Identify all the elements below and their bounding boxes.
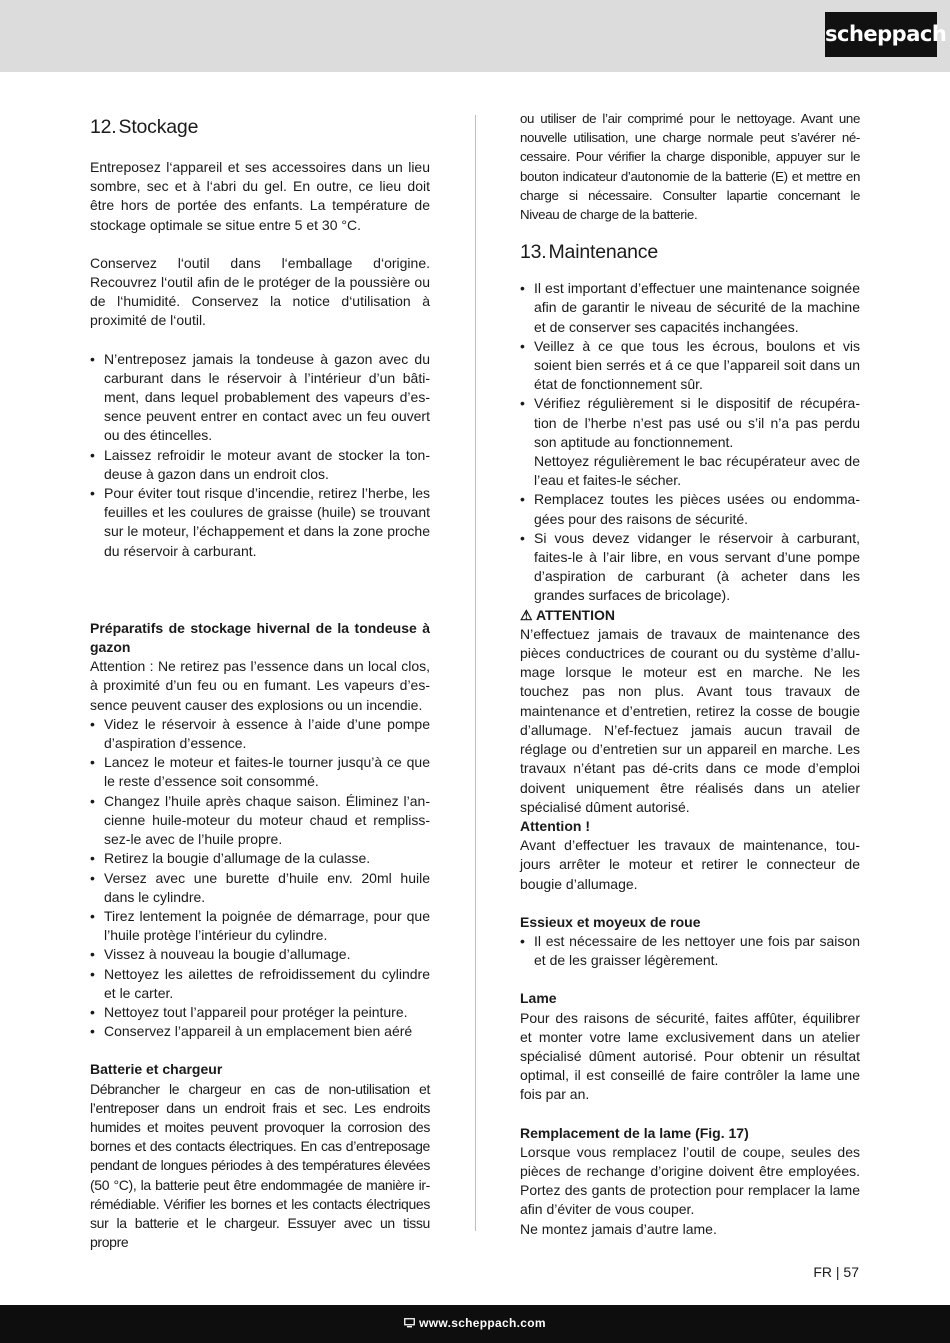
list-item: • Il est nécessaire de les nettoyer une fois par saison et de les graisser légèrement. (520, 932, 860, 970)
storage-paragraph-1: Entreposez l‘appareil et ses accessoires dans un lieu sombre, sec et à l‘abri du gel. En outre, ce lieu doit être hors de portée des enfants. La température de stockage optimale se situe entre 5 et 30 °C. (90, 159, 430, 233)
list-item: • N’entreposez jamais la tondeuse à gazon avec du carburant dans le réservoir à l’intérieur d’un bâti-ment, dans lequel probablement des vapeurs d’es-sence peuvent entrer en contact avec un feu ouvert ou des étincelles. (90, 350, 430, 446)
axles-heading: Essieux et moyeux de roue (520, 913, 701, 930)
list-item: • Nettoyez les ailettes de refroidissement du cylindre et le carter. (90, 965, 430, 1003)
warning-icon: ⚠ (520, 606, 533, 623)
warning-label: ATTENTION (535, 606, 616, 623)
warning-paragraph: N’effectuez jamais de travaux de maintenance des pièces conductrices de courant ou du système d’allu-mage lorsque le moteur est en marche. Ne les touchez pas non plus. Avant tous travaux de maintenance et d’entretien, retirez la cosse de bougie d’allumage. N’ef-fectuez jamais aucun travail de réglage ou d’entretien sur un appareil en marche. Les travaux n’étant pas dé-crits dans ce mode d’emploi doivent uniquement être réalisés dans un atelier spécialisé dûment autorisé. (520, 625, 860, 815)
monitor-icon (404, 1305, 415, 1342)
list-item: • Lancez le moteur et faites-le tourner jusqu’à ce que le reste d’essence soit consommé. (90, 753, 430, 791)
blade-replacement-paragraph: Lorsque vous remplacez l’outil de coupe, seules des pièces de rechange d’origine doivent être employées. Portez des gants de protection pour remplacer la lame afin d’éviter de vous couper. (520, 1143, 860, 1218)
list-item: • Versez avec une burette d’huile env. 20ml huile dans le cylindre. (90, 869, 430, 907)
axles-bullet-list (520, 932, 860, 970)
maintenance-bullet-list (520, 279, 860, 605)
list-item: • Vissez à nouveau la bougie d’allumage. (90, 945, 430, 964)
list-item: • Retirez la bougie d’allumage de la culasse. (90, 849, 430, 868)
list-item: • Conservez l’appareil à un emplacement bien aéré (90, 1022, 430, 1041)
list-item: • Videz le réservoir à essence à l’aide d’une pompe d’aspiration d’essence. (90, 715, 430, 753)
section-number: 12. (90, 116, 117, 138)
brand-logo: scheppach (825, 12, 937, 57)
list-item: • Changez l’huile après chaque saison. Éliminez l’an-cienne huile-moteur du moteur chaud et rempliss-sez-le avec de l’huile propre. (90, 792, 430, 850)
section-number: 13. (520, 241, 547, 264)
winter-storage-intro: Attention : Ne retirez pas l’essence dans un local clos, à proximité d’un feu ou en fumant. Les vapeurs d’es-sence peuvent causer des explosions ou un incendie. (90, 658, 430, 713)
section-title-storage (90, 113, 430, 141)
column-divider (475, 115, 476, 1231)
winter-storage-heading: Préparatifs de stockage hivernal de la tondeuse à gazon (90, 619, 430, 656)
blade-paragraph: Pour des raisons de sécurité, faites affûter, équilibrer et monter votre lame exclusivement dans un atelier spécialisé dûment autorisé. Pour obtenir un résultat optimal, il est conseillé de faire contrôler la lame une fois par an. (520, 1009, 860, 1103)
list-item: • Remplacez toutes les pièces usées ou endomma-gées pour des raisons de sécurité. (520, 490, 860, 528)
section-title-maintenance (520, 238, 860, 266)
storage-bullet-list (90, 350, 430, 561)
list-item: • Si vous devez vidanger le réservoir à carburant, faites-le à l’air libre, en vous servant d’une pompe d’aspiration de carburant (à acheter dans les grandes surfaces de bricolage). (520, 529, 860, 606)
list-item: • Nettoyez tout l’appareil pour protéger la peinture. (90, 1003, 430, 1022)
attention-paragraph: Avant d’effectuer les travaux de maintenance, tou-jours arrêter le moteur et retirer le connecteur de bougie d’allumage. (520, 837, 860, 892)
section-title-text: Maintenance (548, 241, 658, 264)
section-title-text: Stockage (118, 116, 199, 138)
right-column (520, 112, 860, 1239)
blade-replacement-heading: Remplacement de la lame (Fig. 17) (520, 1124, 749, 1141)
list-item: • Veillez à ce que tous les écrous, boulons et vis soient bien serrés et á ce que l’appareil soit dans un état de fonctionnement sûr. (520, 337, 860, 395)
battery-paragraph-continued: ou utiliser de l’air comprimé pour le nettoyage. Avant une nouvelle utilisation, une charge normale peut s’avérer né-cessaire. Pour vérifier la charge disponible, appuyer sur le bouton indicateur d’autonomie de la batterie (E) et mettre en charge si nécessaire. Consulter lapartie concernant le Niveau de charge de la batterie. (520, 111, 860, 223)
battery-paragraph: Débrancher le chargeur en cas de non-utilisation et l’entreposer dans un endroit frais et sec. Les endroits humides et moites peuvent provoquer la corrosion des bornes et des contacts électriques. En cas d’entreposage pendant de longues périodes à des températures élevées (50 °C), la batterie peut être endommagée de manière ir-rémédiable. Vérifier les bornes et les contacts électriques sur la batterie et le chargeur. Essuyer avec un tissu propre (90, 1080, 430, 1251)
battery-heading: Batterie et chargeur (90, 1061, 223, 1078)
website-link[interactable]: www.scheppach.com (419, 1316, 546, 1330)
page-number: FR | 57 (813, 1264, 859, 1280)
blade-heading: Lame (520, 990, 557, 1007)
list-item: • Tirez lentement la poignée de démarrage, pour que l’huile protège l’intérieur du cylindre. (90, 907, 430, 945)
list-item-continuation: Nettoyez régulièrement le bac récupérateur avec de l’eau et faites-le sécher. (534, 453, 860, 489)
list-item: • Il est important d’effectuer une maintenance soignée afin de garantir le niveau de sécurité de la machine et de conserver ses capacités inchangées. (520, 279, 860, 337)
winter-storage-bullet-list (90, 715, 430, 1041)
blade-replacement-note: Ne montez jamais d’autre lame. (520, 1220, 717, 1237)
warning-heading (520, 606, 860, 625)
list-item: • Pour éviter tout risque d’incendie, retirez l’herbe, les feuilles et les coulures de graisse (huile) se trouvant sur le moteur, l’échappement et dans la zone proche du réservoir à carburant. (90, 484, 430, 561)
page-footer (0, 1305, 950, 1343)
storage-paragraph-2: Conservez l‘outil dans l‘emballage d‘origine. Recouvrez l‘outil afin de le protéger de la poussière ou de l‘humidité. Conservez la notice d‘utilisation à proximité de l‘outil. (90, 254, 430, 329)
left-column (90, 112, 430, 1252)
page-header (0, 0, 950, 72)
list-item: • Vérifiez régulièrement si le dispositif de récupéra-tion de l’herbe n’est pas usé ou s’il n’a pas perdu son aptitude au fonctionnement. (520, 394, 860, 452)
list-item: • Laissez refroidir le moteur avant de stocker la ton-deuse à gazon dans un endroit clos. (90, 446, 430, 484)
attention-heading: Attention ! (520, 817, 590, 834)
